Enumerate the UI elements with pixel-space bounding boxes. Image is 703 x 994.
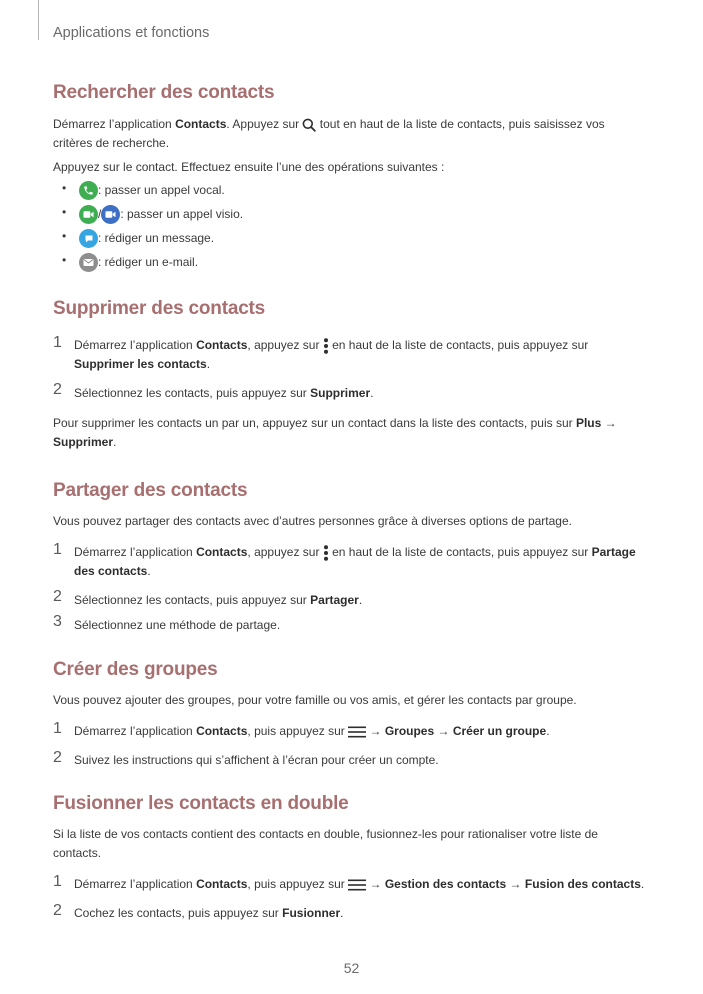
list-item-email: : rédiger un e-mail. xyxy=(79,253,198,272)
running-head: Applications et fonctions xyxy=(53,25,210,41)
email-icon xyxy=(79,253,98,272)
menu-icon xyxy=(348,726,366,738)
menu-icon xyxy=(348,879,366,891)
header-rule xyxy=(38,0,39,40)
bullet-marker: • xyxy=(62,205,67,219)
merge-intro-paragraph: Si la liste de vos contacts contient des contacts en double, fusionnez-les pour rationaliser votre liste de contacts. xyxy=(53,827,598,860)
list-item-voice-call: : passer un appel vocal. xyxy=(79,181,225,200)
list-item-video-call: / : passer un appel visio. xyxy=(79,205,243,224)
step-number: 1 xyxy=(53,541,62,558)
step-number: 2 xyxy=(53,381,62,398)
section-title-search: Rechercher des contacts xyxy=(53,82,275,103)
delete-step-1: Démarrez l’application Contacts, appuyez sur en haut de la liste de contacts, puis appuyez sur Supprimer les contacts. xyxy=(74,338,589,371)
merge-step-2: Cochez les contacts, puis appuyez sur Fusionner. xyxy=(74,906,344,920)
step-number: 2 xyxy=(53,588,62,605)
search-intro-paragraph: Démarrez l’application Contacts. Appuyez sur tout en haut de la liste de contacts, puis saisissez vos critères de recherche. xyxy=(53,117,605,150)
section-title-share: Partager des contacts xyxy=(53,480,248,501)
video-call-icon xyxy=(79,205,98,224)
delete-step-2: Sélectionnez les contacts, puis appuyez sur Supprimer. xyxy=(74,386,374,400)
section-title-merge: Fusionner les contacts en double xyxy=(53,793,349,814)
bullet-marker: • xyxy=(62,253,67,267)
step-number: 3 xyxy=(53,613,62,630)
section-title-groups: Créer des groupes xyxy=(53,659,218,680)
step-number: 2 xyxy=(53,902,62,919)
bullet-marker: • xyxy=(62,181,67,195)
groups-intro-paragraph: Vous pouvez ajouter des groupes, pour votre famille ou vos amis, et gérer les contacts par groupe. xyxy=(53,693,577,707)
groups-step-1: Démarrez l’application Contacts, puis appuyez sur → Groupes → Créer un groupe. xyxy=(74,724,550,738)
share-step-3: Sélectionnez une méthode de partage. xyxy=(74,618,281,632)
contact-actions-paragraph: Appuyez sur le contact. Effectuez ensuite l’une des opérations suivantes : xyxy=(53,160,445,174)
bullet-marker: • xyxy=(62,229,67,243)
share-intro-paragraph: Vous pouvez partager des contacts avec d’autres personnes grâce à diverses options de partage. xyxy=(53,514,572,528)
step-number: 2 xyxy=(53,749,62,766)
merge-step-1: Démarrez l’application Contacts, puis appuyez sur → Gestion des contacts → Fusion des contacts. xyxy=(74,877,645,891)
share-step-2: Sélectionnez les contacts, puis appuyez sur Partager. xyxy=(74,593,363,607)
video-call-icon xyxy=(101,205,120,224)
message-icon xyxy=(79,229,98,248)
share-step-1: Démarrez l’application Contacts, appuyez sur en haut de la liste de contacts, puis appuyez sur Partage des contacts. xyxy=(74,545,636,578)
section-title-delete: Supprimer des contacts xyxy=(53,298,266,319)
step-number: 1 xyxy=(53,720,62,737)
step-number: 1 xyxy=(53,334,62,351)
search-icon xyxy=(302,118,316,132)
page-number: 52 xyxy=(343,960,360,976)
delete-one-by-one-paragraph: Pour supprimer les contacts un par un, appuyez sur un contact dans la liste des contacts, puis sur Plus → Supprimer. xyxy=(53,416,617,449)
groups-step-2: Suivez les instructions qui s’affichent à l’écran pour créer un compte. xyxy=(74,753,439,767)
step-number: 1 xyxy=(53,873,62,890)
phone-icon xyxy=(79,181,98,200)
list-item-message: : rédiger un message. xyxy=(79,229,214,248)
